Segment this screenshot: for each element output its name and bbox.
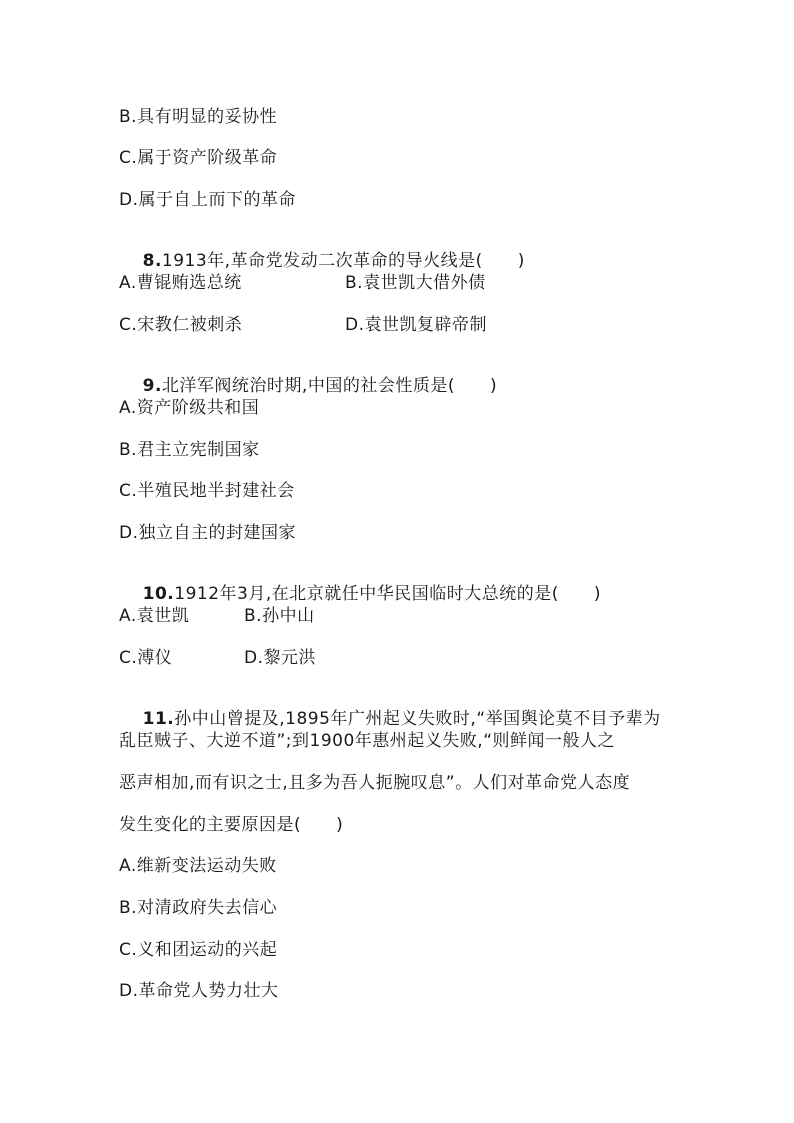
q11-stem-line-4: 发生变化的主要原因是( ) xyxy=(119,815,344,835)
q11-option-d: D.革命党人势力壮大 xyxy=(119,981,279,1001)
q10-option-c: C.溥仪 xyxy=(119,648,173,668)
q11-option-b: B.对清政府失去信心 xyxy=(119,898,278,918)
q8-option-a: A.曹锟贿选总统 xyxy=(119,273,242,293)
q8-stem: 1913年,革命党发动二次革命的导火线是( ) xyxy=(161,251,525,271)
q10-option-b: B.孙中山 xyxy=(244,606,315,626)
q11-option-c: C.义和团运动的兴起 xyxy=(119,940,278,960)
q8-option-c: C.宋教仁被刺杀 xyxy=(119,315,243,335)
q9-option-d: D.独立自主的封建国家 xyxy=(119,523,296,543)
q11-stem-line-3: 恶声相加,而有识之士,且多为吾人扼腕叹息”。人们对革命党人态度 xyxy=(119,773,631,793)
q10-question xyxy=(119,564,601,624)
q8-number: 8. xyxy=(142,251,162,271)
q8-option-d: D.袁世凯复辟帝制 xyxy=(345,315,487,335)
q9-option-b: B.君主立宪制国家 xyxy=(119,440,260,460)
q9-stem: 北洋军阀统治时期,中国的社会性质是( ) xyxy=(161,376,498,396)
q11-stem-line-2: 乱臣贼子、大逆不道”;到1900年惠州起义失败,“则鲜闻一般人之 xyxy=(119,731,616,751)
q8-option-b: B.袁世凯大借外债 xyxy=(345,273,486,293)
q11-stem-line-1: 孙中山曾提及,1895年广州起义失败时,“举国舆论莫不目予辈为 xyxy=(174,709,661,729)
q10-number: 10. xyxy=(142,584,175,604)
q10-option-d: D.黎元洪 xyxy=(244,648,316,668)
q9-number: 9. xyxy=(142,376,162,396)
q10-stem: 1912年3月,在北京就任中华民国临时大总统的是( ) xyxy=(174,584,601,604)
q9-option-a: A.资产阶级共和国 xyxy=(119,398,260,418)
q11-option-a: A.维新变法运动失败 xyxy=(119,856,277,876)
q7-option-b: B.具有明显的妥协性 xyxy=(119,107,278,127)
q10-option-a: A.袁世凯 xyxy=(119,606,190,626)
q7-option-d: D.属于自上而下的革命 xyxy=(119,190,296,210)
q7-option-c: C.属于资产阶级革命 xyxy=(119,148,278,168)
q9-option-c: C.半殖民地半封建社会 xyxy=(119,481,295,501)
q11-number: 11. xyxy=(142,709,175,729)
